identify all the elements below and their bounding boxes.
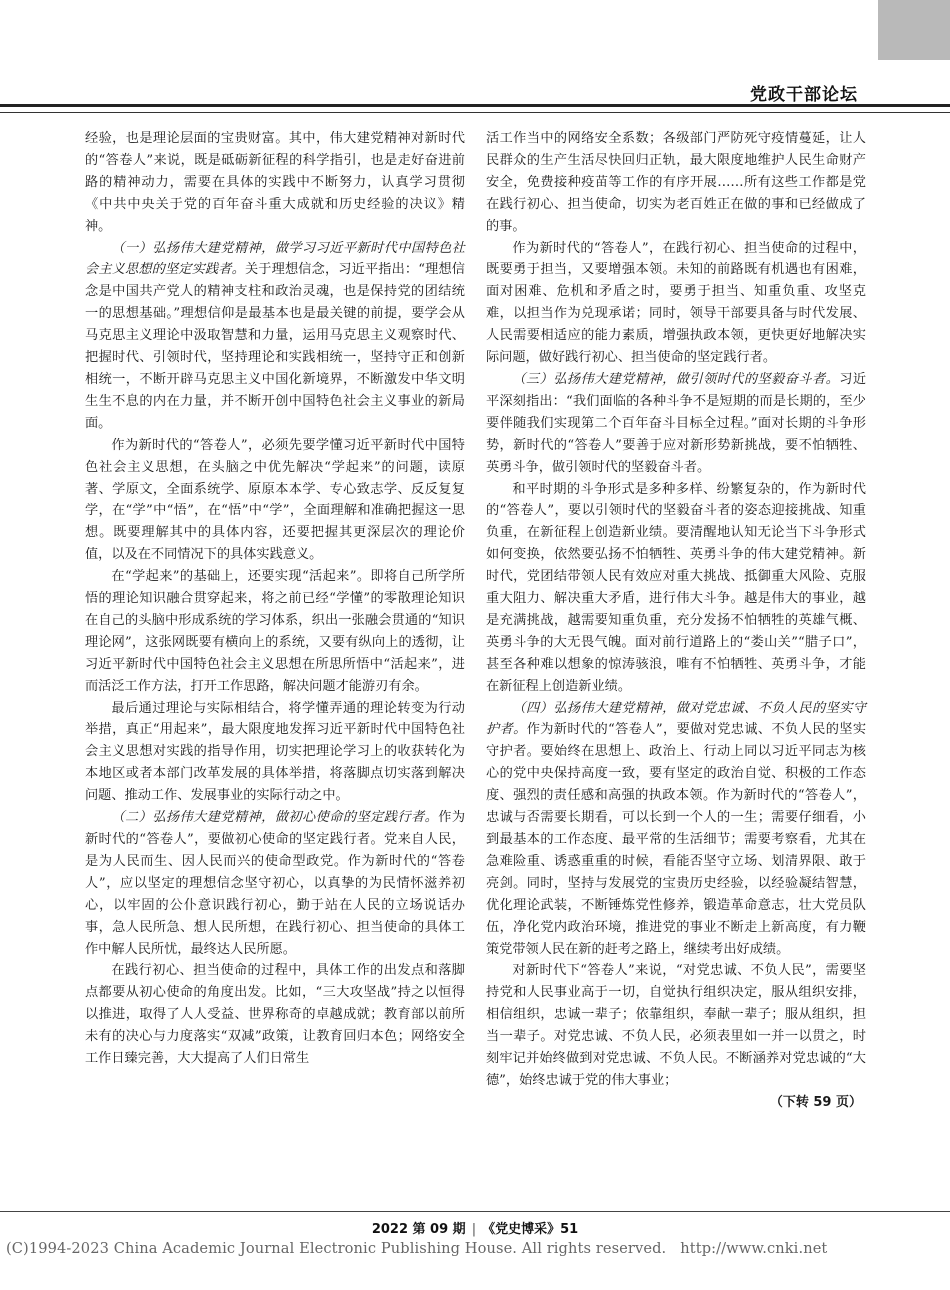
- footer-rule: [0, 1211, 950, 1212]
- section-heading: （二）弘扬伟大建党精神，做初心使命的坚定践行者。: [111, 810, 439, 826]
- journal-page-label: 《党史博采》51: [482, 1222, 579, 1237]
- paragraph: 对新时代下“答卷人”来说，“对党忠诚、不负人民”，需要坚持党和人民事业高于一切，自觉执行组织决定，服从组织安排，相信组织，忠诚一辈子；依靠组织，奉献一辈子；服从组织，担当一辈子。对党忠诚、不负人民，必须表里如一并一以贯之，时刻牢记并始终做到对党忠诚、不负人民。不断涵养对党忠诚的“大德”，始终忠诚于党的伟大事业；: [486, 963, 866, 1088]
- paragraph: 经验，也是理论层面的宝贵财富。其中，伟大建党精神对新时代的“答卷人”来说，既是砥砺新征程的科学指引，也是走好奋进前路的精神动力，需要在具体的实践中不断努力，认真学习贯彻《中共中央关于党的百年奋斗重大成就和历史经验的决议》精神。: [85, 131, 465, 234]
- paragraph: 最后通过理论与实际相结合，将学懂弄通的理论转变为行动举措，真正“用起来”，最大限度地发挥习近平新时代中国特色社会主义思想对实践的指导作用，切实把理论学习上的收获转化为本地区或者本部门改革发展的具体举措，将落脚点切实落到解决问题、推动工作、发展事业的实际行动之中。: [85, 700, 465, 804]
- paragraph: 活工作当中的网络安全系数；各级部门严防死守疫情蔓延，让人民群众的生产生活尽快回归正轨，最大限度地维护人民生命财产安全，免费接种疫苗等工作的有序开展……所有这些工作都是党在践行初心、担当使命，切实为老百姓正在做的事和已经做成了的事。: [486, 131, 866, 234]
- page-footer: [0, 1218, 950, 1237]
- issue-label: 2022 第 09 期: [371, 1222, 466, 1237]
- continued-note: （下转 59 页）: [769, 1094, 862, 1110]
- corner-gray-block: [878, 0, 950, 60]
- section-text: 作为新时代的“答卷人”，要做对党忠诚、不负人民的坚实守护者。要始终在思想上、政治上、行动上同以习近平同志为核心的党中央保持高度一致，要有坚定的政治自觉、积极的工作态度、强烈的责任感和高强的执政本领。作为新时代的“答卷人”，忠诚与否需要长期看，可以长到一个人的一生；需要仔细看，小到最基本的工作态度、最平常的生活细节；需要考察看，尤其在急难险重、诱惑重重的时候，看能否坚守立场、划清界限、敢于亮剑。同时，坚持与发展党的宝贵历史经验，以经验凝结智慧，优化理论武装，不断锤炼党性修养，锻造革命意志，壮大党员队伍，净化党内政治环境，推进党的事业不断走上新高度，有力鞭策党带领人民在新的赶考之路上，继续考出好成绩。: [486, 722, 867, 957]
- journal-section-title: 党政干部论坛: [750, 85, 858, 105]
- section-text: 作为新时代的“答卷人”，要做初心使命的坚定践行者。党来自人民，是为人民而生、因人民而兴的使命型政党。作为新时代的“答卷人”，应以坚定的理想信念坚守初心，以真挚的为民情怀滋养初心，以牢固的公仆意识践行初心，勤于站在人民的立场说话办事，急人民所急、想人民所想，在践行初心、担当使命的具体工作中解人民所忧，最终达人民所愿。: [85, 810, 466, 957]
- copyright-url[interactable]: http://www.cnki.net: [680, 1240, 828, 1257]
- section-paragraph: [85, 238, 465, 435]
- section-heading: （一）弘扬伟大建党精神，做学习习近平新时代中国特色社会主义思想的坚定实践者。: [85, 240, 465, 278]
- paragraph: 作为新时代的“答卷人”，必须先要学懂习近平新时代中国特色社会主义思想，在头脑之中优先解决“学起来”的问题，读原著、学原文，全面系统学、原原本本学、专心致志学、反反复复学，在“学”中“悟”，在“悟”中“学”，全面理解和准确把握这一思想。既要理解其中的具体内容，还要把握其更深层次的理论价值，以及在不同情况下的具体实践意义。: [85, 437, 465, 563]
- paragraph: 在“学起来”的基础上，还要实现“活起来”。即将自己所学所悟的理论知识融合贯穿起来，将之前已经“学懂”的零散理论知识在自己的头脑中形成系统的学习体系，织出一张融会贯通的“知识理论网”，这张网既要有横向上的系统，又要有纵向上的透彻，让习近平新时代中国特色社会主义思想在所思所悟中“活起来”，进而活泛工作方法，打开工作思路，解决问题才能游刃有余。: [85, 569, 465, 694]
- section-paragraph: [486, 698, 866, 961]
- section-heading: （四）弘扬伟大建党精神，做对党忠诚、不负人民的坚实守护者。: [486, 700, 866, 738]
- footer-separator: |: [471, 1222, 477, 1237]
- left-column: [85, 128, 465, 1070]
- section-heading: （三）弘扬伟大建党精神，做引领时代的坚毅奋斗者。: [512, 371, 840, 387]
- section-text: 关于理想信念，习近平指出：“理想信念是中国共产党人的精神支柱和政治灵魂，也是保持党的团结统一的思想基础。”理想信仰是最基本也是最关键的前提，要学会从马克思主义理论中汲取智慧和力量，运用马克思主义观察时代、把握时代、引领时代，坚持理论和实践相统一，坚持守正和创新相统一，不断开辟马克思主义中国化新境界，不断激发中华文明生生不息的内在力量，并不断开创中国特色社会主义事业的新局面。: [85, 262, 465, 431]
- header-rule: [0, 104, 950, 129]
- paragraph: 和平时期的斗争形式是多种多样、纷繁复杂的，作为新时代的“答卷人”，要以引领时代的坚毅奋斗者的姿态迎接挑战、知重负重，在新征程上创造新业绩。要清醒地认知无论当下斗争形式如何变换，依然要弘扬不怕牺牲、英勇斗争的伟大建党精神。新时代，党团结带领人民有效应对重大挑战、抵御重大风险、克服重大阻力、解决重大矛盾，进行伟大斗争。越是伟大的事业，越是充满挑战，越需要知重负重，充分发扬不怕牺牲的英雄气概、英勇斗争的大无畏气魄。面对前行道路上的“娄山关”“腊子口”，甚至各种难以想象的惊涛骇浪，唯有不怕牺牲、英勇斗争，才能在新征程上创造新业绩。: [486, 481, 866, 694]
- section-paragraph: [85, 807, 465, 960]
- copyright-text: (C)1994-2023 China Academic Journal Electronic Publishing House. All rights reserved.: [6, 1240, 667, 1257]
- paragraph: 作为新时代的“答卷人”，在践行初心、担当使命的过程中，既要勇于担当，又要增强本领。未知的前路既有机遇也有困难，面对困难、危机和矛盾之时，要勇于担当、知重负重、攻坚克难，以担当作为兑现承诺；同时，领导干部要具备与时代发展、人民需要相适应的能力素质，增强执政本领，更快更好地解决实际问题，做好践行初心、担当使命的坚定践行者。: [486, 240, 866, 366]
- right-column: [486, 128, 866, 1114]
- section-text: 习近平深刻指出：“我们面临的各种斗争不是短期的而是长期的，至少要伴随我们实现第二个百年奋斗目标全过程。”面对长期的斗争形势，新时代的“答卷人”要善于应对新形势新挑战，要不怕牺牲、英勇斗争，做引领时代的坚毅奋斗者。: [486, 371, 867, 475]
- section-paragraph: [486, 369, 866, 479]
- copyright-line: [6, 1240, 827, 1257]
- paragraph: 在践行初心、担当使命的过程中，具体工作的出发点和落脚点都要从初心使命的角度出发。比如，“三大攻坚战”持之以恒得以推进，取得了人人受益、世界称奇的卓越成就；教育部以前所未有的决心与力度落实“双减”政策，让教育回归本色；网络安全工作日臻完善，大大提高了人们日常生: [85, 963, 465, 1067]
